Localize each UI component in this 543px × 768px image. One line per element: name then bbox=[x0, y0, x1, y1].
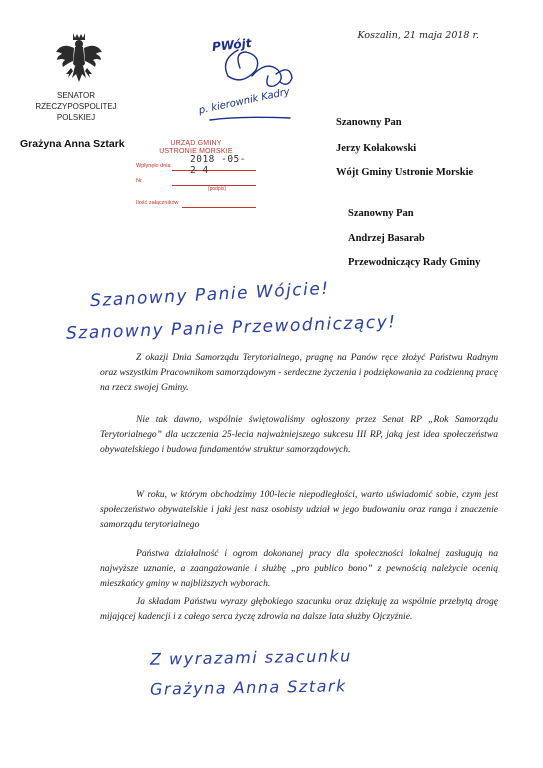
senator-title-line2: RZECZYPOSPOLITEJ POLSKIEJ bbox=[35, 102, 117, 122]
addressee1-title: Wójt Gminy Ustronie Morskie bbox=[336, 167, 474, 178]
handwritten-signature: Grażyna Anna Sztark bbox=[149, 676, 347, 699]
stamp-attachments-label: Ilość załączników bbox=[136, 200, 179, 206]
addressee2-name: Andrzej Basarab bbox=[348, 233, 425, 244]
addressee2-salutation: Szanowny Pan bbox=[348, 208, 414, 219]
addressee1-name: Jerzy Kołakowski bbox=[336, 143, 417, 154]
body-paragraph-4: Państwa działalność i ogrom dokonanej pracy dla społeczności lokalnej zasługują na najwyższe uznanie, a zaangażowanie i służbę „pro publico bono” z pewnością należycie ocenią mieszkańcy gminy w najbliższych wyborach. bbox=[100, 548, 498, 590]
addressee1-salutation: Szanowny Pan bbox=[336, 117, 402, 128]
white-eagle-emblem-icon bbox=[54, 30, 104, 88]
annotation-note: p. kierownik Kadry bbox=[197, 86, 291, 117]
addressee2-title: Przewodniczący Rady Gminy bbox=[348, 257, 481, 268]
senator-title-line1: SENATOR bbox=[57, 91, 95, 100]
handwritten-salutation-1: Szanowny Panie Wójcie! bbox=[89, 278, 331, 312]
stamp-signature-label: (podpis) bbox=[207, 186, 226, 192]
stamp-office-line2: USTRONIE MORSKIE bbox=[159, 148, 233, 155]
senator-title bbox=[20, 90, 132, 123]
stamp-office-line1: URZĄD GMINY bbox=[170, 140, 222, 147]
annotation-pwojt: PWójt bbox=[211, 35, 253, 55]
senator-name: Grażyna Anna Sztark bbox=[20, 138, 125, 150]
handwritten-salutation-2: Szanowny Panie Przewodniczący! bbox=[65, 312, 397, 344]
received-stamp bbox=[136, 140, 256, 208]
stamp-attachments-row bbox=[136, 195, 256, 208]
stamp-received-date: 2018 -05- 2 4 bbox=[190, 154, 246, 176]
body-paragraph-3: W roku, w którym obchodzimy 100-lecie niepodległości, warto uświadomić sobie, czym jest społeczeństwo obywatelskie i jaki jest nasz osobisty udział w jego budowaniu oraz ranga i znaczenie samorządu terytorialnego bbox=[100, 489, 498, 531]
body-paragraph-2: Nie tak dawno, wspólnie świętowaliśmy ogłoszony przez Senat RP „Rok Samorządu Terytorialnego” dla uczczenia 25-lecia najważniejszego sukcesu III RP, jaką jest idea społeczeństwa obywatelskiego i budowa fundamentów struktur samorządowych. bbox=[100, 414, 498, 456]
handwritten-closing: Z wyrazami szacunku bbox=[149, 646, 352, 669]
letter-date: Koszalin, 21 maja 2018 r. bbox=[357, 30, 479, 41]
stamp-number-label: Nr bbox=[136, 178, 142, 184]
body-paragraph-1: Z okazji Dnia Samorządu Terytorialnego, pragnę na Panów ręce złożyć Państwu Radnym oraz wszystkim Pracownikom samorządowym - serdeczne życzenia i podziękowania za codzienną pracę na rzecz swojej Gminy. bbox=[100, 352, 498, 394]
stamp-received-label: Wpłynęło dnia bbox=[136, 163, 171, 169]
body-paragraph-5: Ja składam Państwu wyrazy głębokiego szacunku oraz dziękuję za wspólnie przebytą drogę mijającej kadencji i z całego serca życzę zdrowia na dalsze lata służby Ojczyźnie. bbox=[100, 596, 498, 623]
